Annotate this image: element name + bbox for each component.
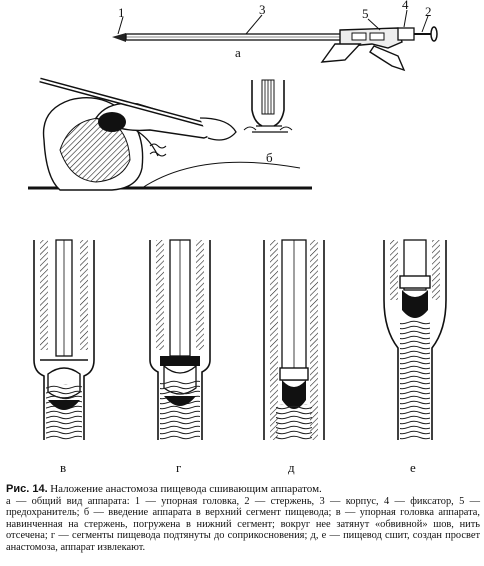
label-5: 5 (362, 6, 369, 21)
stapler-overview-drawing (112, 10, 437, 70)
esophagus-panel-g (150, 240, 210, 440)
label-3: 3 (259, 2, 266, 17)
panel-label-g: г (176, 460, 182, 475)
panel-label-d: д (288, 460, 295, 475)
caption-title: Наложение анастомоза пищевода сшивающим аппаратом. (50, 483, 322, 495)
esophagus-panel-e (384, 240, 446, 440)
caption-body: а — общий вид аппарата: 1 — упорная головка, 2 — стержень, 3 — корпус, 4 — фиксатор, 5 — предохранитель; б — введение аппарата в верхний сегмент пищевода; в — упорная головка аппарата, навинченная на стержень, погружена в нижний сегмент; вокруг нее затянут «обвивной» шов, нить отсечена; г — сегменты пищевода подтянуты до соприкосновения; д, е — пищевод сшит, создан просвет анастомоза, аппарат извлекают. (6, 495, 480, 553)
label-2: 2 (425, 4, 432, 19)
panel-label-e: е (410, 460, 416, 475)
esophagus-panel-d (264, 240, 324, 440)
panel-label-v: в (60, 460, 67, 475)
caption-label: Рис. 14. (6, 483, 48, 495)
esophagus-panel-v (34, 240, 94, 440)
figure-caption (6, 484, 480, 554)
panel-label-b: б (266, 150, 273, 165)
upper-segment-insertion-drawing (244, 80, 292, 132)
label-4: 4 (402, 0, 409, 12)
label-1: 1 (118, 5, 125, 20)
panel-label-a: а (235, 45, 241, 60)
